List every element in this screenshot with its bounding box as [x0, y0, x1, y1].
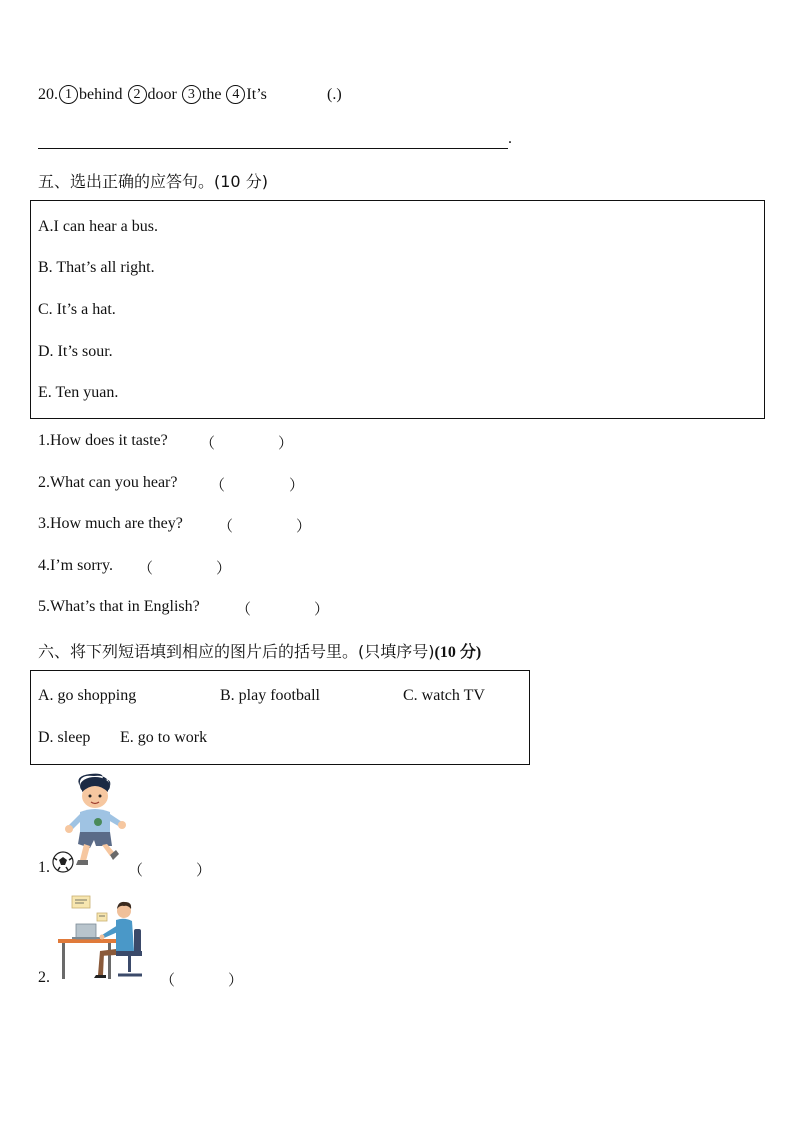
q20-word-1: behind: [79, 86, 123, 104]
answer-paren-open[interactable]: （: [218, 517, 234, 535]
section5-option-c: C. It’s a hat.: [38, 301, 116, 318]
section6-option-c: C. watch TV: [403, 687, 485, 704]
section6-option-a: A. go shopping: [38, 687, 137, 704]
answer-paren-close: ）: [289, 476, 305, 494]
answer-paren-close: ）: [314, 600, 330, 618]
answer-paren-open[interactable]: （: [160, 971, 176, 989]
q20-word-3: the: [201, 86, 222, 104]
section5-title: 五、选出正确的应答句。(10 分): [38, 172, 268, 191]
section5-question-5: 5.What’s that in English?: [38, 598, 200, 615]
answer-paren-open[interactable]: （: [210, 476, 226, 494]
answer-paren-close: ）: [278, 434, 294, 452]
section6-option-d: D. sleep: [38, 729, 91, 746]
boy-playing-football-image: [50, 772, 130, 876]
section6-options-box: [30, 670, 530, 765]
man-at-work-image: [54, 893, 148, 983]
q20-line: [38, 86, 267, 105]
item-1-number: 1.: [38, 859, 50, 876]
section5-option-e: E. Ten yuan.: [38, 384, 119, 401]
section5-question-1: 1.How does it taste?: [38, 432, 168, 449]
circle-number-3: 3: [182, 85, 201, 104]
section5-option-a: A.I can hear a bus.: [38, 218, 158, 235]
q20-word-2: door: [147, 86, 177, 104]
section5-question-4: 4.I’m sorry.: [38, 557, 113, 574]
circle-number-2: 2: [128, 85, 147, 104]
section6-option-b: B. play football: [220, 687, 320, 704]
answer-paren-close: ）: [228, 971, 244, 989]
q20-number: 20.: [38, 86, 58, 104]
q20-punctuation: (.): [327, 86, 342, 103]
section6-title-text: 六、将下列短语填到相应的图片后的括号里。(只填序号): [38, 642, 435, 661]
answer-paren-close: ）: [216, 559, 232, 577]
section5-option-d: D. It’s sour.: [38, 343, 113, 360]
circle-number-1: 1: [59, 85, 78, 104]
answer-paren-close: ）: [196, 861, 212, 879]
section5-question-2: 2.What can you hear?: [38, 474, 178, 491]
answer-paren-open[interactable]: （: [138, 559, 154, 577]
section5-option-b: B. That’s all right.: [38, 259, 155, 276]
answer-line[interactable]: [38, 148, 508, 149]
answer-paren-close: ）: [296, 517, 312, 535]
item-2-number: 2.: [38, 969, 50, 986]
section5-question-3: 3.How much are they?: [38, 515, 183, 532]
answer-paren-open[interactable]: （: [128, 861, 144, 879]
section6-title: [38, 639, 481, 662]
answer-paren-open[interactable]: （: [236, 600, 252, 618]
q20-word-4: It’s: [246, 86, 267, 104]
section6-option-e: E. go to work: [120, 729, 208, 746]
section6-score: (10 分): [434, 644, 482, 661]
answer-line-period: .: [508, 130, 512, 147]
answer-paren-open[interactable]: （: [200, 434, 216, 452]
circle-number-4: 4: [226, 85, 245, 104]
